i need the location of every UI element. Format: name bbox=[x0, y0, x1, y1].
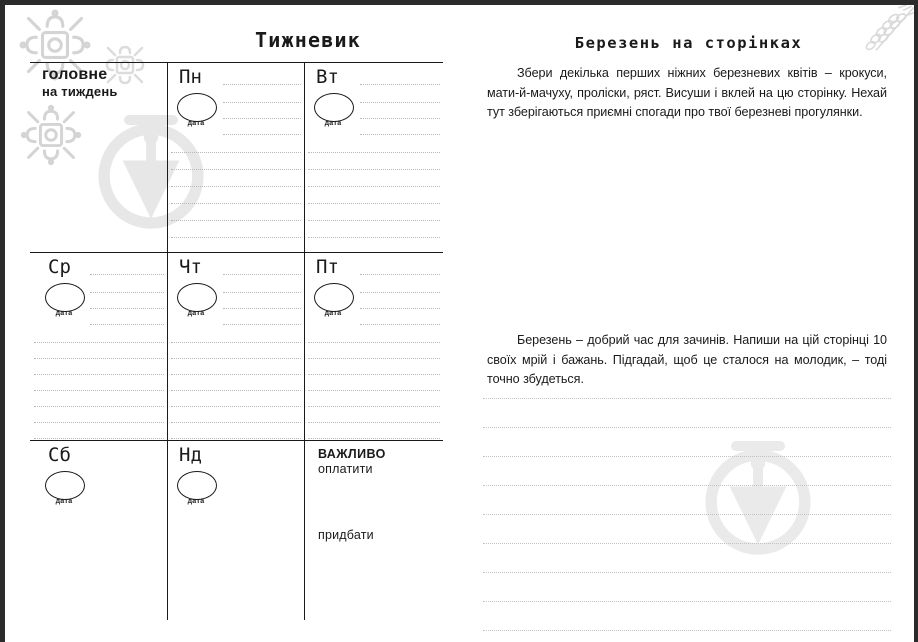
write-line bbox=[90, 274, 164, 275]
cell-day-wed[interactable] bbox=[30, 252, 167, 440]
cell-day-tue[interactable] bbox=[304, 62, 443, 252]
write-line bbox=[171, 186, 301, 187]
day-label-tue: Вт bbox=[316, 66, 339, 88]
write-line bbox=[171, 406, 301, 407]
write-line bbox=[308, 342, 440, 343]
date-caption-wed: дата bbox=[55, 310, 73, 317]
write-line bbox=[171, 422, 301, 423]
write-line bbox=[308, 390, 440, 391]
write-line bbox=[171, 237, 301, 238]
date-caption-sun: дата bbox=[187, 498, 205, 505]
write-line bbox=[223, 324, 301, 325]
write-line bbox=[34, 390, 164, 391]
cell-day-sat[interactable] bbox=[30, 440, 167, 620]
day-label-thu: Чт bbox=[179, 256, 202, 278]
write-line bbox=[483, 543, 891, 544]
write-line bbox=[171, 152, 301, 153]
write-line bbox=[360, 308, 440, 309]
write-line bbox=[360, 102, 440, 103]
write-line bbox=[171, 358, 301, 359]
write-line bbox=[171, 220, 301, 221]
right-page-paragraph-2: Березень – добрий час для зачинів. Напиши на цій сторінці 10 своїх мрій і бажань. Підгадай, щоб це сталося на молодик, – тоді точно збудеться. bbox=[487, 333, 887, 387]
write-line bbox=[483, 601, 891, 602]
write-line bbox=[360, 134, 440, 135]
write-line bbox=[360, 118, 440, 119]
cell-day-mon[interactable] bbox=[167, 62, 304, 252]
page-edge-top bbox=[0, 0, 918, 5]
important-item-pay: оплатити bbox=[318, 462, 373, 476]
date-caption-mon: дата bbox=[187, 120, 205, 127]
cell-day-thu[interactable] bbox=[167, 252, 304, 440]
write-line bbox=[483, 456, 891, 457]
write-line bbox=[360, 84, 440, 85]
date-caption-sat: дата bbox=[55, 498, 73, 505]
write-line bbox=[223, 134, 301, 135]
date-caption-fri: дата bbox=[324, 310, 342, 317]
write-line bbox=[360, 324, 440, 325]
write-line bbox=[360, 292, 440, 293]
write-line bbox=[308, 374, 440, 375]
write-line bbox=[483, 427, 891, 428]
write-line bbox=[223, 292, 301, 293]
important-item-buy: придбати bbox=[318, 528, 374, 542]
write-line bbox=[223, 274, 301, 275]
page-title: Тижневик bbox=[255, 28, 361, 52]
write-line bbox=[483, 485, 891, 486]
write-line bbox=[308, 220, 440, 221]
write-line bbox=[34, 406, 164, 407]
cell-important[interactable] bbox=[304, 440, 443, 620]
write-line bbox=[483, 572, 891, 573]
page-edge-right bbox=[914, 0, 918, 642]
date-oval-mon[interactable] bbox=[177, 93, 217, 122]
right-page bbox=[459, 0, 918, 642]
weekly-grid bbox=[30, 62, 443, 620]
date-oval-sun[interactable] bbox=[177, 471, 217, 500]
write-line bbox=[483, 630, 891, 631]
write-line bbox=[223, 118, 301, 119]
right-page-paragraph-1: Збери декілька перших ніжних березневих квітів – крокуси, мати-й-мачуху, проліски, ряст. Висуши і вклей на цю сторінку. Нехай тут зберігаються приємні спогади про твої березневі прогулянки. bbox=[487, 66, 887, 120]
main-week-line1: головне bbox=[42, 66, 108, 83]
cell-day-fri[interactable] bbox=[304, 252, 443, 440]
write-line bbox=[90, 292, 164, 293]
write-line bbox=[34, 374, 164, 375]
write-line bbox=[308, 169, 440, 170]
cell-day-sun[interactable] bbox=[167, 440, 304, 620]
write-line bbox=[34, 342, 164, 343]
day-label-mon: Пн bbox=[179, 66, 202, 88]
main-week-line2: на тиждень bbox=[42, 84, 118, 99]
day-label-sat: Сб bbox=[48, 444, 71, 466]
day-label-fri: Пт bbox=[316, 256, 339, 278]
write-line bbox=[308, 152, 440, 153]
write-line bbox=[90, 308, 164, 309]
write-line bbox=[308, 406, 440, 407]
write-line bbox=[308, 422, 440, 423]
write-line bbox=[483, 514, 891, 515]
right-page-title: Березень на сторінках bbox=[574, 34, 803, 52]
write-line bbox=[483, 398, 891, 399]
write-line bbox=[360, 274, 440, 275]
write-line bbox=[308, 237, 440, 238]
date-oval-wed[interactable] bbox=[45, 283, 85, 312]
date-caption-thu: дата bbox=[187, 310, 205, 317]
write-line bbox=[223, 308, 301, 309]
write-line bbox=[34, 422, 164, 423]
date-oval-tue[interactable] bbox=[314, 93, 354, 122]
day-label-wed: Ср bbox=[48, 256, 71, 278]
important-heading: ВАЖЛИВО bbox=[318, 447, 386, 461]
cell-main-week[interactable] bbox=[30, 62, 167, 252]
write-line bbox=[171, 390, 301, 391]
date-oval-thu[interactable] bbox=[177, 283, 217, 312]
write-line bbox=[34, 438, 164, 439]
write-line bbox=[223, 84, 301, 85]
date-caption-tue: дата bbox=[324, 120, 342, 127]
write-line bbox=[171, 374, 301, 375]
write-line bbox=[308, 186, 440, 187]
write-line bbox=[223, 102, 301, 103]
circular-trowel-watermark-icon bbox=[687, 424, 829, 566]
write-line bbox=[308, 438, 440, 439]
day-label-sun: Нд bbox=[179, 444, 202, 466]
write-line bbox=[171, 169, 301, 170]
date-oval-fri[interactable] bbox=[314, 283, 354, 312]
write-line bbox=[171, 438, 301, 439]
write-line bbox=[171, 342, 301, 343]
date-oval-sat[interactable] bbox=[45, 471, 85, 500]
page-edge-left bbox=[0, 0, 5, 642]
write-line bbox=[308, 358, 440, 359]
write-line bbox=[308, 203, 440, 204]
write-line bbox=[171, 203, 301, 204]
write-line bbox=[90, 324, 164, 325]
write-line bbox=[34, 358, 164, 359]
